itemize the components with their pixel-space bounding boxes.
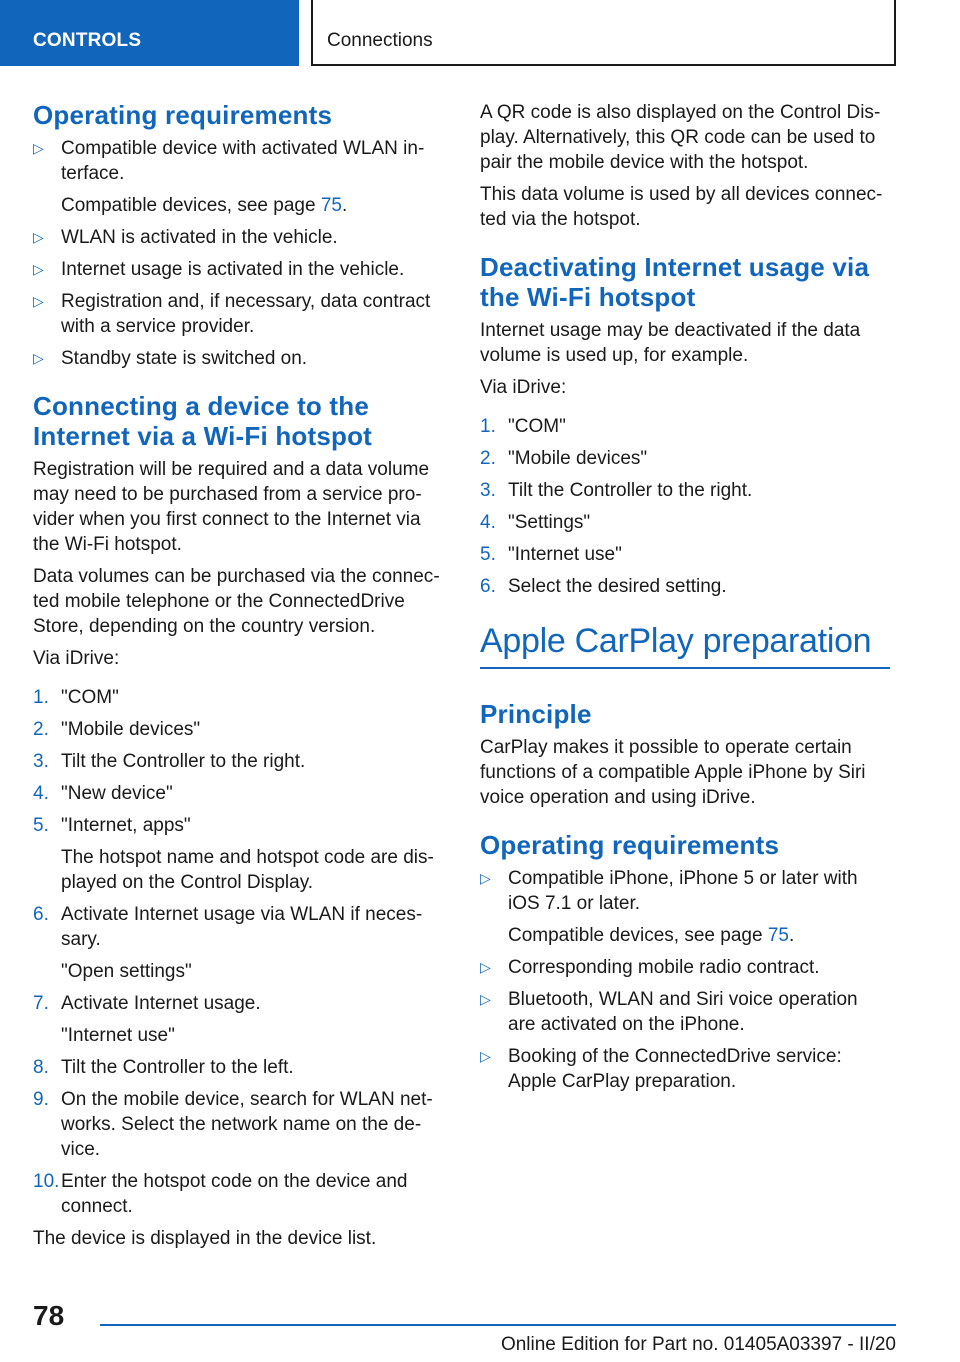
step-item: 7. Activate Internet usage. "Internet use" (33, 991, 443, 1048)
triangle-bullet-icon: ▷ (33, 350, 44, 366)
deactivate-steps-list (480, 414, 890, 599)
principle-heading: Principle (480, 699, 592, 729)
step-number: 1. (480, 416, 496, 437)
step-item: 5. "Internet use" (480, 544, 622, 565)
connect-steps-list (33, 685, 443, 1219)
paragraph: A QR code is also displayed on the Control Display. Alternatively, this QR code can be used to pair the mobile device with the hotspot. (480, 102, 881, 173)
triangle-bullet-icon: ▷ (33, 140, 44, 156)
step-number: 8. (33, 1057, 49, 1078)
carplay-requirements-list (480, 866, 890, 1094)
step-note: "Open settings" (61, 961, 192, 982)
list-item: ▷ Booking of the ConnectedDrive service: Apple CarPlay preparation. (480, 1046, 842, 1092)
paragraph: Registration will be required and a data volume may need to be purchased from a service provider when you first connect to the Internet via the Wi-Fi hotspot. (33, 459, 430, 555)
list-item: ▷ Registration and, if necessary, data contract with a service provider. (33, 291, 431, 337)
list-item-note: Compatible devices, see page 75. (61, 195, 348, 216)
step-item: 1. "COM" (480, 416, 566, 437)
page-header (0, 0, 960, 66)
step-item: 3. Tilt the Controller to the right. (33, 751, 306, 772)
list-item: ▷ Internet usage is activated in the vehicle. (33, 259, 405, 280)
step-item: 6. Select the desired setting. (480, 576, 727, 597)
via-idrive-label: Via iDrive: (33, 648, 120, 669)
step-number: 5. (33, 815, 49, 836)
footer-divider (100, 1324, 896, 1326)
via-idrive-label: Via iDrive: (480, 377, 567, 398)
list-item: ▷ Bluetooth, WLAN and Siri voice operation are activated on the iPhone. (480, 989, 858, 1035)
operating-requirements-list (33, 136, 443, 371)
list-item-note: Compatible devices, see page 75. (508, 925, 795, 946)
step-number: 1. (33, 687, 49, 708)
connecting-heading: Connecting a device to the Internet via a Wi-Fi hotspot (33, 391, 373, 451)
step-item: 4. "Settings" (480, 512, 591, 533)
triangle-bullet-icon: ▷ (480, 959, 491, 975)
step-item: 2. "Mobile devices" (33, 719, 201, 740)
triangle-bullet-icon: ▷ (33, 261, 44, 277)
step-number: 2. (33, 719, 49, 740)
triangle-bullet-icon: ▷ (480, 1048, 491, 1064)
step-number: 3. (480, 480, 496, 501)
step-item: 3. Tilt the Controller to the right. (480, 480, 753, 501)
edition-note: Online Edition for Part no. 01405A03397 - II/20 (500, 1334, 896, 1355)
step-number: 4. (33, 783, 49, 804)
paragraph: CarPlay makes it possible to operate certain functions of a compatible Apple iPhone by Siri voice operation and using iDrive. (480, 737, 866, 808)
step-number: 6. (33, 904, 49, 925)
carplay-chapter-heading: Apple CarPlay preparation (480, 621, 890, 669)
deactivating-heading: Deactivating Internet usage via the Wi-Fi hotspot (480, 252, 870, 312)
triangle-bullet-icon: ▷ (480, 870, 491, 886)
list-item: ▷ Corresponding mobile radio contract. (480, 957, 820, 978)
page-number: 78 (33, 1300, 65, 1331)
page-link[interactable]: 75 (767, 925, 789, 946)
step-number: 5. (480, 544, 496, 565)
operating-requirements-heading: Operating requirements (33, 100, 333, 130)
step-note: The hotspot name and hotspot code are displayed on the Control Display. (61, 847, 434, 893)
chapter-title: Connections (311, 0, 896, 66)
left-column (33, 100, 443, 1258)
triangle-bullet-icon: ▷ (480, 991, 491, 1007)
step-item: 10. Enter the hotspot code on the device and connect. (33, 1171, 408, 1217)
step-number: 3. (33, 751, 49, 772)
step-item: 4. "New device" (33, 783, 173, 804)
step-note: "Internet use" (61, 1025, 175, 1046)
step-item: 8. Tilt the Controller to the left. (33, 1057, 294, 1078)
triangle-bullet-icon: ▷ (33, 229, 44, 245)
carplay-operating-requirements-heading: Operating requirements (480, 830, 780, 860)
step-item: 2. "Mobile devices" (480, 448, 648, 469)
step-item: 1. "COM" (33, 687, 119, 708)
page-link[interactable]: 75 (320, 195, 342, 216)
step-number: 6. (480, 576, 496, 597)
list-item: ▷ WLAN is activated in the vehicle. (33, 227, 338, 248)
closing-paragraph: The device is displayed in the device list. (33, 1228, 377, 1249)
list-item: ▷ Compatible iPhone, iPhone 5 or later with iOS 7.1 or later. Compatible devices, see page 75. (480, 866, 890, 948)
step-number: 10. (33, 1171, 60, 1192)
triangle-bullet-icon: ▷ (33, 293, 44, 309)
step-number: 2. (480, 448, 496, 469)
paragraph: This data volume is used by all devices connected via the hotspot. (480, 184, 883, 230)
step-number: 9. (33, 1089, 49, 1110)
paragraph: Data volumes can be purchased via the connected mobile telephone or the ConnectedDrive Store, depending on the country version. (33, 566, 440, 637)
step-item: 9. On the mobile device, search for WLAN networks. Select the network name on the device. (33, 1089, 433, 1160)
list-item: ▷ Standby state is switched on. (33, 348, 308, 369)
step-number: 4. (480, 512, 496, 533)
paragraph: Internet usage may be deactivated if the data volume is used up, for example. (480, 320, 861, 366)
right-column (480, 100, 890, 1101)
section-tab: CONTROLS (0, 0, 299, 66)
step-item: 5. "Internet, apps" The hotspot name and hotspot code are displayed on the Control Display. (33, 813, 443, 895)
step-number: 7. (33, 993, 49, 1014)
list-item: ▷ Compatible device with activated WLAN interface. Compatible devices, see page 75. (33, 136, 443, 218)
step-item: 6. Activate Internet usage via WLAN if necessary. "Open settings" (33, 902, 443, 984)
